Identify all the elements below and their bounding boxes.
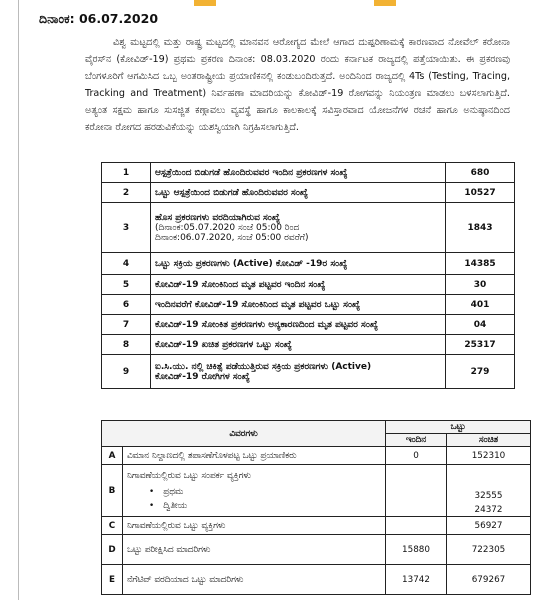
table-row: [102, 447, 531, 465]
row-cumulative-cell: [447, 465, 531, 517]
row-value: 10527: [446, 183, 515, 203]
list-item: • ದ್ವಿತೀಯ: [127, 501, 381, 511]
row-description: ಒಟ್ಟು ಸಕ್ರಿಯ ಪ್ರಕರಣಗಳು (Active) ಕೋವಿಡ್ -19ರ ಸಂಖ್ಯೆ: [151, 253, 446, 275]
row-description: ನಿಗಾವಣೆಯಲ್ಲಿರುವ ಒಟ್ಟು ವ್ಯಕ್ತಿಗಳು: [123, 517, 386, 535]
header-details: ವಿವರಗಳು: [102, 421, 386, 447]
row-cumulative: 32555: [474, 491, 503, 501]
row-subtext: ಕೋವಿಡ್-19 ರೋಗಿಗಳ ಸಂಖ್ಯೆ: [155, 371, 250, 382]
table-row: [102, 465, 531, 517]
row-today: 13742: [386, 565, 447, 595]
table-row: [102, 517, 531, 535]
row-value: 14385: [446, 253, 515, 275]
intro-paragraph: [85, 35, 510, 136]
row-cumulative: 56927: [447, 517, 531, 535]
row-description: ಕೋವಿಡ್-19 ಖಚಿತ ಪ್ರಕರಣಗಳ ಒಟ್ಟು ಸಂಖ್ಯೆ: [151, 335, 446, 355]
header-mark: [374, 0, 396, 6]
table-row: [102, 535, 531, 565]
row-cumulative: 679267: [447, 565, 531, 595]
row-letter: A: [102, 447, 123, 465]
row-number: 7: [102, 315, 151, 335]
table-row: [102, 275, 515, 295]
row-cumulative: 24372: [474, 505, 503, 515]
row-description: ನಿಗಾವಣೆಯಲ್ಲಿರುವ ಒಟ್ಟು ಸಂಪರ್ಕ ವ್ಯಕ್ತಿಗಳು: [127, 470, 251, 481]
row-today: 15880: [386, 535, 447, 565]
row-description: ಆಸ್ಪತ್ರೆಯಿಂದ ಬಿಡುಗಡೆ ಹೊಂದಿರುವವರ ಇಂದಿನ ಪ್ರಕರಣಗಳ ಸಂಖ್ಯೆ: [151, 163, 446, 183]
row-description: ಇಂದಿನವರೆಗೆ ಕೋವಿಡ್-19 ಸೋಂಕಿನಿಂದ ಮೃತ ಪಟ್ಟವರ ಒಟ್ಟು ಸಂಖ್ಯೆ: [151, 295, 446, 315]
row-cumulative: 722305: [447, 535, 531, 565]
row-value: 25317: [446, 335, 515, 355]
row-today: [386, 517, 447, 535]
row-value: 279: [446, 355, 515, 389]
row-letter: D: [102, 535, 123, 565]
row-description-cell: [123, 465, 386, 517]
row-description: ನೆಗೆಟಿವ್ ವರದಿಯಾದ ಒಟ್ಟು ಮಾದರಿಗಳು: [123, 565, 386, 595]
header-today: ಇಂದಿನ: [386, 434, 447, 447]
table-row: [102, 355, 515, 389]
table-row: [102, 183, 515, 203]
row-subtext: ದಿನಾಂಕ:06.07.2020, ಸಂಜೆ 05:00 ರವರೆಗೆ): [155, 232, 309, 243]
row-number: 9: [102, 355, 151, 389]
row-number: 5: [102, 275, 151, 295]
row-description: ಐ.ಸಿ.ಯು. ನಲ್ಲಿ ಚಿಕಿತ್ಸೆ ಪಡೆಯುತ್ತಿರುವ ಸಕ್ರಿಯ ಪ್ರಕರಣಗಳು (Active): [155, 361, 372, 372]
bulletin-date: ದಿನಾಂಕ: 06.07.2020: [39, 11, 159, 26]
row-number: 3: [102, 203, 151, 253]
row-today: 0: [386, 447, 447, 465]
list-item: • ಪ್ರಥಮ: [127, 487, 381, 497]
table-header-row: [102, 421, 531, 434]
row-value: 1843: [446, 203, 515, 253]
table-row: [102, 295, 515, 315]
row-description: ಕೋವಿಡ್-19 ಸೋಂಕಿತ ಪ್ರಕರಣಗಳು ಅನ್ಯಕಾರಣದಿಂದ ಮೃತ ಪಟ್ಟವರ ಸಂಖ್ಯೆ: [151, 315, 446, 335]
row-value: 680: [446, 163, 515, 183]
table-row: [102, 163, 515, 183]
table-row: [102, 253, 515, 275]
row-subtext: (ದಿನಾಂಕ:05.07.2020 ಸಂಜೆ 05:00 ರಿಂದ: [155, 222, 300, 233]
row-number: 8: [102, 335, 151, 355]
row-description: ಕೋವಿಡ್-19 ಸೋಂಕಿನಿಂದ ಮೃತ ಪಟ್ಟವರ ಇಂದಿನ ಸಂಖ್ಯೆ: [151, 275, 446, 295]
summary-table: [101, 162, 515, 389]
row-number: 1: [102, 163, 151, 183]
row-number: 2: [102, 183, 151, 203]
row-description: ಹೊಸ ಪ್ರಕರಣಗಳು ವರದಿಯಾಗಿರುವ ಸಂಖ್ಯೆ: [155, 212, 280, 223]
row-description-cell: [151, 203, 446, 253]
row-description: ಒಟ್ಟು ಆಸ್ಪತ್ರೆಯಿಂದ ಬಿಡುಗಡೆ ಹೊಂದಿರುವವರ ಸಂಖ್ಯೆ: [151, 183, 446, 203]
table-row: [102, 335, 515, 355]
document-sheet: [18, 0, 551, 600]
table-row: [102, 315, 515, 335]
row-value: 04: [446, 315, 515, 335]
header-total: ಒಟ್ಟು: [386, 421, 531, 434]
row-today: [386, 465, 447, 517]
row-letter: E: [102, 565, 123, 595]
intro-text: ವಿಶ್ವ ಮಟ್ಟದಲ್ಲಿ ಮತ್ತು ರಾಷ್ಟ್ರ ಮಟ್ಟದಲ್ಲಿ ಮಾನವನ ಆರೋಗ್ಯದ ಮೇಲೆ ಆಗಾದ ದುಷ್ಪರಿಣಾಮಕ್ಕೆ ಕಾರಣವಾದ ನೋವೆಲ್ ಕರೋನಾ ವೈರಸ್‌ನ (ಕೋವಿಡ್-19) ಪ್ರಥಮ ಪ್ರಕರಣ ದಿನಾಂಕ: 08.03.2020 ರಂದು ಕರ್ನಾಟಕ ರಾಜ್ಯದಲ್ಲಿ ಪತ್ತೆಯಾಯಿತು. ಈ ಪ್ರಕರಣವು ಬೆಂಗಳೂರಿಗೆ ಆಗಮಿಸಿದ ಒಬ್ಬ ಅಂತರಾಷ್ಟ್ರೀಯ ಪ್ರಯಾಣಿಕನಲ್ಲಿ ಕಂಡುಬಂದಿರುತ್ತದೆ. ಅಂದಿನಿಂದ ರಾಜ್ಯದಲ್ಲಿ 4Ts (Testing, Tracing, Tracking and Treatment) ನಿರ್ವಹಣಾ ಮಾದರಿಯನ್ನು ಕೋವಿಡ್-19 ರೋಗವನ್ನು ನಿಯಂತ್ರಣ ಮಾಡಲು ಬಳಸಲಾಗುತ್ತಿದೆ. ಅತ್ಯಂತ ಸಕ್ಷಮ ಹಾಗೂ ಸುಸಜ್ಜಿತ ಕಣ್ಗಾವಲು ವ್ಯವಸ್ಥೆ ಹಾಗೂ ಕಾಲಕಾಲಕ್ಕೆ ಸವಿಸ್ತಾರವಾದ ಯೋಜನೆಗಳ ರಚನೆ ಹಾಗೂ ಅನುಷ್ಠಾನದಿಂದ ಕರೋನಾ ರೋಗದ ಹರಡುವಿಕೆಯನ್ನು ಯಶಸ್ವಿಯಾಗಿ ನಿಗ್ರಹಿಸಲಾಗುತ್ತಿದೆ.: [85, 37, 510, 133]
header-mark: [194, 0, 216, 6]
row-number: 6: [102, 295, 151, 315]
row-value: 30: [446, 275, 515, 295]
row-description-cell: [151, 355, 446, 389]
row-letter: C: [102, 517, 123, 535]
row-number: 4: [102, 253, 151, 275]
row-cumulative: 152310: [447, 447, 531, 465]
surveillance-table: [101, 420, 531, 595]
row-value: 401: [446, 295, 515, 315]
table-row: [102, 565, 531, 595]
table-row: [102, 203, 515, 253]
row-letter: B: [102, 465, 123, 517]
header-decoration: [19, 0, 551, 6]
header-cumulative: ಸಂಚಿತ: [447, 434, 531, 447]
row-description: ವಿಮಾನ ನಿಲ್ದಾಣದಲ್ಲಿ ತಪಾಸಣೆಗೊಳಪಟ್ಟ ಒಟ್ಟು ಪ್ರಯಾಣಿಕರು: [123, 447, 386, 465]
row-description: ಒಟ್ಟು ಪರೀಕ್ಷಿಸಿದ ಮಾದರಿಗಳು: [123, 535, 386, 565]
